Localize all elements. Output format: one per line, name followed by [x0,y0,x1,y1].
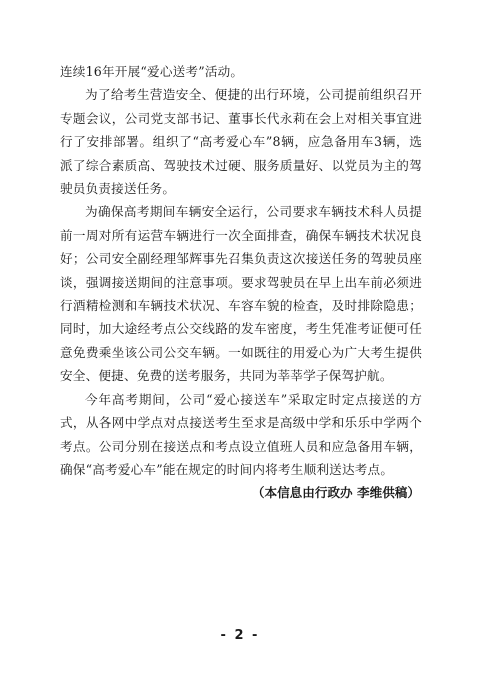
document-body [60,60,422,505]
source-attribution: （本信息由行政办 李维供稿） [251,485,420,501]
paragraph-preparation: 为了给考生营造安全、便捷的出行环境，公司提前组织召开专题会议，公司党支部书记、董事长代永莉在会上对相关事宜进行了安排部署。组织了“高考爱心车”8辆，应急备用车3辆，选派了综合素质高、驾驶技术过硬、服务质量好、以党员为主的驾驶员负责接送任务。 [60,87,422,197]
paragraph-shuttle-arrangement: 今年高考期间，公司“爱心接送车”采取定时定点接送的方式，从各网中学点对点接送考生至求是高级中学和乐乐中学两个考点。公司分别在接送点和考点设立值班人员和应急备用车辆，确保“高考爱心车”能在规定的时间内将考生顺利送达考点。 [60,391,422,477]
paragraph-safety-measures: 为确保高考期间车辆安全运行，公司要求车辆技术科人员提前一周对所有运营车辆进行一次全面排查，确保车辆技术状况良好；公司安全副经理邹辉事先召集负责这次接送任务的驾驶员座谈，强调接送期间的注意事项。要求驾驶员在早上出车前必须进行酒精检测和车辆技术状况、车容车貌的检查，及时排除隐患；同时，加大途经考点公交线路的发车密度，考生凭准考证便可任意免费乘坐该公司公交车辆。一如既往的用爱心为广大考生提供安全、便捷、免费的送考服务，共同为莘莘学子保驾护航。 [60,204,422,384]
paragraph-continuation: 连续16年开展“爱心送考”活动。 [60,64,244,79]
page-number: - 2 - [220,628,260,643]
